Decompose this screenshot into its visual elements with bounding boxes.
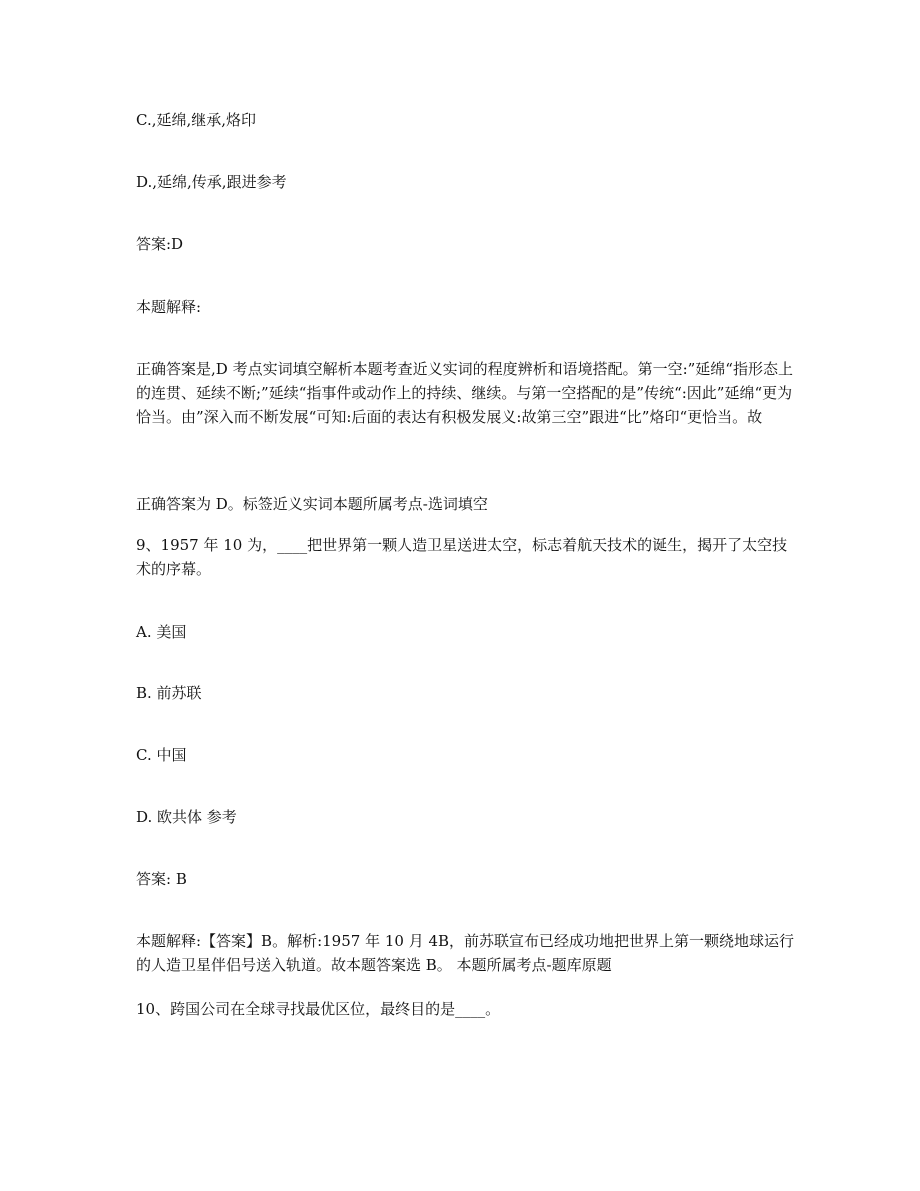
q8-explanation-body: 正确答案是,D 考点实词填空解析本题考查近义实词的程度辨析和语境搭配。第一空:”延绵“指形态上的连贯、延续不断;”延续“指事件或动作上的持续、继续。与第一空搭配的是”传统“:因此”延绵“更为恰当。由”深入而不断发展“可知:后面的表达有积极发展义:故第三空”跟进“比”烙印“更恰当。故 — [136, 360, 793, 426]
q8-conclusion: 正确答案为 D。标签近义实词本题所属考点-选词填空 — [136, 495, 488, 513]
q8-option-d: D.,延绵,传承,跟进参考 — [136, 173, 287, 191]
q8-answer: 答案:D — [136, 235, 184, 253]
q8-option-c: C.,延绵,继承,烙印 — [136, 111, 257, 129]
q9-option-a: A. 美国 — [136, 623, 187, 641]
q9-option-c: C. 中国 — [136, 746, 187, 764]
q9-explanation: 本题解释:【答案】B。解析:1957 年 10 月 4B，前苏联宣布已经成功地把世界上第一颗绕地球运行的人造卫星伴侣号送入轨道。故本题答案选 B。 本题所属考点-题库原题 — [136, 932, 795, 974]
q8-explanation-heading: 本题解释: — [136, 298, 202, 316]
q9-answer: 答案: B — [136, 870, 187, 888]
q9-option-d: D. 欧共体 参考 — [136, 808, 237, 826]
q10-question: 10、跨国公司在全球寻找最优区位，最终目的是____。 — [136, 1000, 501, 1018]
q9-option-b: B. 前苏联 — [136, 684, 202, 702]
q9-question: 9、1957 年 10 为，____把世界第一颗人造卫星送进太空，标志着航天技术的诞生，揭开了太空技术的序幕。 — [136, 536, 788, 578]
